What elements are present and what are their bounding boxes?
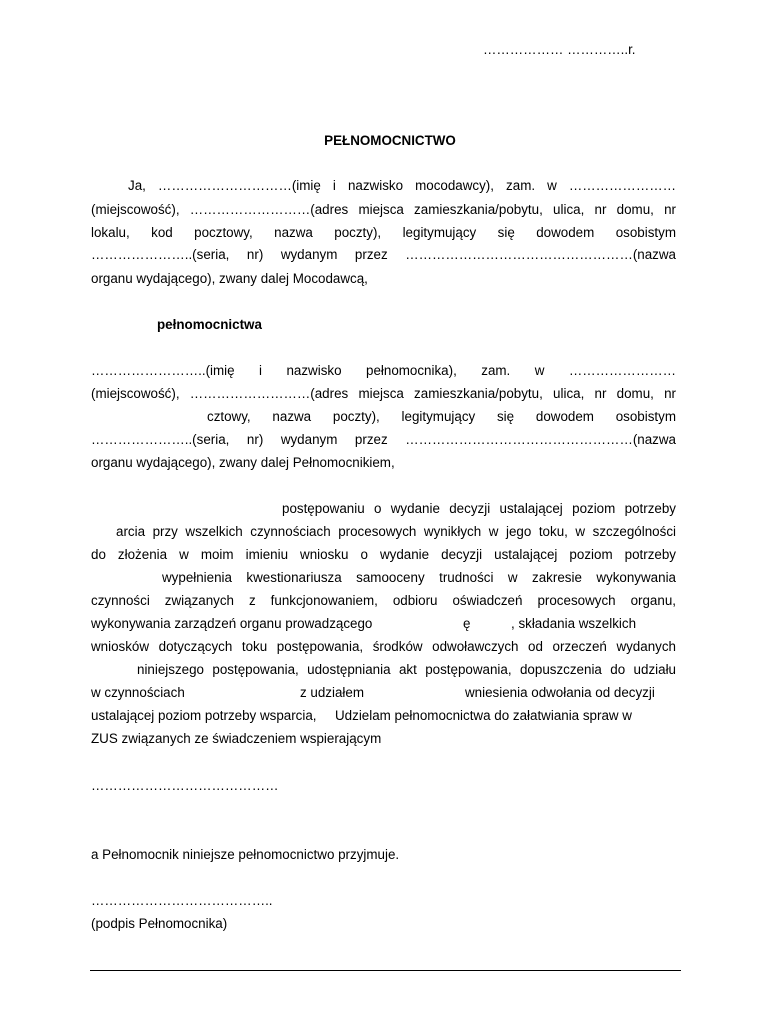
document-title: PEŁNOMOCNICTWO <box>324 133 456 148</box>
attorney-line: cztowy, nazwa poczty), legitymujący się dowodem osobistym <box>207 409 676 424</box>
footer-rule <box>90 970 681 971</box>
scope-fragment: z udziałem <box>300 685 365 700</box>
scope-line: niniejszego postępowania, udostępniania akt postępowania, dopuszczenia do udziału <box>137 662 676 677</box>
scope-fragment: wykonywania zarządzeń organu prowadzącego <box>91 616 373 631</box>
scope-line: ZUS związanych ze świadczeniem wspierającym <box>91 731 382 746</box>
scope-fragment: , składania wszelkich <box>511 616 637 631</box>
scope-line: postępowaniu o wydanie decyzji ustalającej poziom potrzeby <box>282 501 676 516</box>
scope-line: wniosków dotyczących toku postępowania, środków odwoławczych od orzeczeń wydanych <box>91 639 676 654</box>
attorney-line: organu wydającego), zwany dalej Pełnomocnikiem, <box>91 455 395 470</box>
attorney-line: (miejscowość), ………………………(adres miejsca zamieszkania/pobytu, ulica, nr domu, nr <box>91 386 676 401</box>
scope-line: arcia przy wszelkich czynnościach procesowych wynikłych w jego toku, w szczególności <box>116 524 676 539</box>
attorney-signature-dots: ………………………………….. <box>91 893 273 908</box>
principal-line: organu wydającego), zwany dalej Mocodawcą, <box>91 271 368 286</box>
principal-signature-dots: …………………………………… <box>91 778 279 793</box>
acceptance-statement: a Pełnomocnik niniejsze pełnomocnictwo przyjmuje. <box>91 847 400 862</box>
scope-fragment: ustalającej poziom potrzeby wsparcia, <box>91 708 317 723</box>
scope-line: czynności związanych z funkcjonowaniem, odbioru oświadczeń procesowych organu, <box>91 593 676 608</box>
principal-line: (miejscowość), ………………………(adres miejsca zamieszkania/pobytu, ulica, nr domu, nr <box>91 202 676 217</box>
scope-fragment: wniesienia odwołania od decyzji <box>465 685 655 700</box>
principal-line: Ja, …………………………(imię i nazwisko mocodawcy), zam. w …………………… <box>128 178 676 193</box>
attorney-line: …………………..(seria, nr) wydanym przez ……………………………………………(nazwa <box>91 432 676 447</box>
attorney-line: ……………………..(imię i nazwisko pełnomocnika), zam. w …………………… <box>91 363 676 378</box>
principal-line: lokalu, kod pocztowy, nazwa poczty), legitymujący się dowodem osobistym <box>91 225 676 240</box>
principal-line: …………………..(seria, nr) wydanym przez ……………………………………………(nazwa <box>91 247 676 262</box>
date-line: ……………… …………..r. <box>483 42 636 57</box>
attorney-signature-label: (podpis Pełnomocnika) <box>91 916 228 931</box>
section-heading: pełnomocnictwa <box>157 317 262 332</box>
scope-fragment: w czynnościach <box>91 685 185 700</box>
scope-line: wypełnienia kwestionariusza samooceny trudności w zakresie wykonywania <box>162 570 676 585</box>
scope-line: do złożenia w moim imieniu wniosku o wydanie decyzji ustalającej poziom potrzeby <box>91 547 676 562</box>
scope-fragment: ę <box>463 616 471 631</box>
scope-fragment: Udzielam pełnomocnictwa do załatwiania spraw w <box>335 708 632 723</box>
